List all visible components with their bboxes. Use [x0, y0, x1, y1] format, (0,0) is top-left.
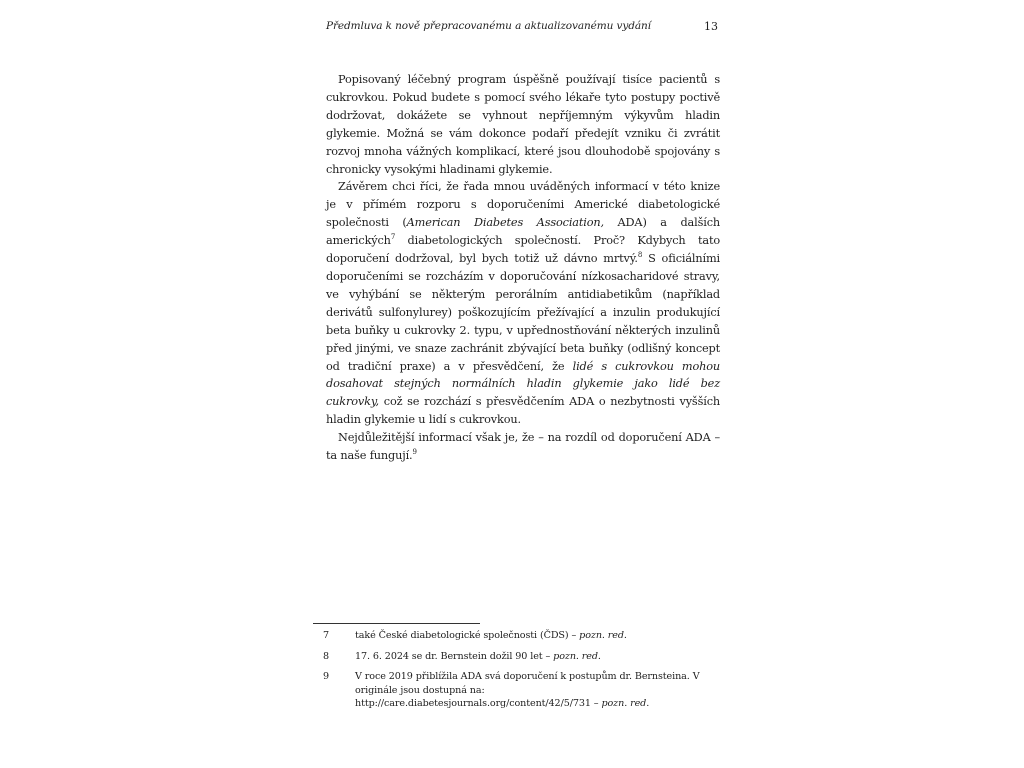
footnote-ref-9[interactable]: 9: [412, 448, 417, 457]
footnotes: [313, 629, 721, 718]
paragraph-2-text-g: což se rozchází s přesvědčením ADA o nezbytnosti vyšších hladin glykemie u lidí s cukrovkou.: [326, 395, 720, 427]
paragraph-2: [326, 178, 720, 429]
footnote-body: také České diabetologické společnosti (ČDS) –: [355, 630, 580, 641]
paragraph-3-text: Nejdůležitější informací však je, že – na rozdíl od doporučení ADA – ta naše fungují.: [326, 431, 720, 463]
paragraph-2-text-a: Závěrem chci říci, že řada mnou uváděných informací v této knize je v přímém rozporu s doporučeními Americké diabetologické společnosti (: [326, 180, 720, 230]
paragraph-2-text-d: diabetologických společností. Proč? Kdybych tato doporučení dodržoval, byl bych totiž už dávno mrtvý.: [326, 234, 720, 266]
running-title: Předmluva k nově přepracovanému a aktualizovanému vydání: [326, 20, 651, 32]
footnote-ref-7[interactable]: 7: [390, 233, 396, 242]
paragraph-2-text-c: ADA) a dalších amerických: [326, 216, 720, 248]
paragraph-1-text: Popisovaný léčebný program úspěšně používají tisíce pacientů s cukrovkou. Pokud budete s pomocí svého lékaře tyto postupy poctivě dodržovat, dokážete se vyhnout nepříjemným výkyvům hladin glykemie. Možná se vám dokonce podaří předejít vzniku či zvrátit rozvoj mnoha vážných komplikací, které jsou dlouhodobě spojovány s chronicky vysokými hladinami glykemie.: [326, 73, 720, 176]
footnote-9: [313, 670, 721, 711]
ada-english-name: American Diabetes Association,: [406, 216, 604, 230]
footnote-editor-note: pozn. red.: [579, 630, 627, 641]
main-text: [326, 71, 720, 465]
footnote-8: [313, 650, 721, 664]
footnote-body: V roce 2019 přiblížila ADA svá doporučení k postupům dr. Bernsteina. V originále jsou dostupná na: http://care.diabetesjournals.org/content/42/5/731 –: [355, 671, 700, 710]
footnote-ref-8[interactable]: 8: [637, 251, 643, 260]
paragraph-3: [326, 429, 720, 465]
paragraph-1: [326, 71, 720, 178]
emphasis-normal-glycemia: lidé s cukrovkou mohou dosahovat stejných normálních hladin glykemie jako lidé bez cukrovky,: [326, 359, 721, 409]
footnote-text: [355, 650, 721, 664]
footnote-number: 9: [323, 671, 330, 683]
footnote-text: [355, 670, 721, 711]
footnote-body: 17. 6. 2024 se dr. Bernstein dožil 90 let –: [355, 650, 554, 662]
footnote-editor-note: pozn. red.: [601, 698, 650, 710]
footnote-7: [313, 629, 721, 643]
running-header: [326, 20, 720, 36]
page-number: 13: [704, 20, 718, 33]
footnote-number: 7: [323, 630, 330, 641]
paragraph-2-text-e: S oficiálními doporučeními se rozcházím v doporučování nízkosacharidové stravy, ve vyhýbání se některým perorálním antidiabetikům (například derivátů sulfonylurey) poškozujícím přežívající a inzulin produkující beta buňky u cukrovky 2. typu, v upřednostňování některých inzulinů před jinými, ve snaze zachránit zbývající beta buňky (odlišný koncept od tradiční praxe) a v přesvědčení, že: [326, 252, 720, 373]
footnote-separator: [313, 623, 480, 624]
footnote-editor-note: pozn. red.: [553, 650, 601, 662]
footnote-text: [355, 629, 721, 643]
footnote-number: 8: [323, 650, 330, 662]
